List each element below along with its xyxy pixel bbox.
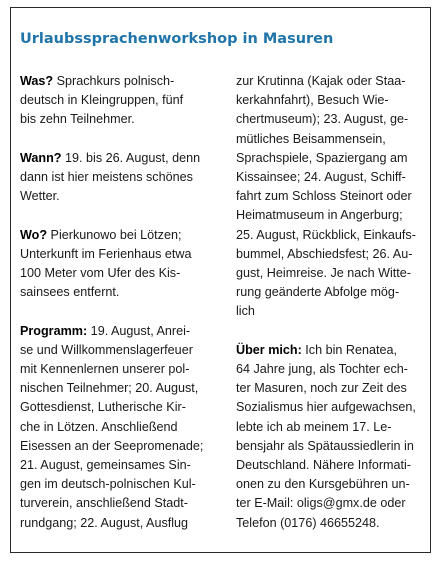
text-line: dann ist hier meistens schönes bbox=[20, 170, 193, 184]
text-line: Über mich: Ich bin Renatea, bbox=[236, 342, 397, 357]
section-ueber-mich bbox=[236, 341, 426, 533]
text-line: mit Kennenlernen unserer pol- bbox=[20, 362, 190, 376]
text-line: Programm: 19. August, Anrei- bbox=[20, 323, 191, 338]
right-column bbox=[236, 72, 426, 533]
text-line: zur Krutinna (Kajak oder Staa- bbox=[236, 74, 406, 88]
left-column bbox=[20, 72, 218, 533]
text-line: ter Masuren, noch zur Zeit des bbox=[236, 381, 407, 396]
text-line: gen im deutsch-polnischen Kul- bbox=[20, 477, 196, 492]
text-line: deutsch in Kleingruppen, fünf bbox=[20, 93, 184, 108]
paragraph-gap bbox=[20, 206, 218, 225]
text-line: Sprachspiele, Spaziergang am bbox=[236, 150, 408, 165]
text-line: 64 Jahre jung, als Tochter ech- bbox=[236, 362, 408, 377]
text-line: Unterkunft im Ferienhaus etwa bbox=[20, 246, 192, 261]
text-line: Sozialismus hier aufgewachsen, bbox=[236, 400, 416, 415]
text-line: Wann? 19. bis 26. August, denn bbox=[20, 150, 201, 165]
section-programm-continued bbox=[236, 72, 426, 322]
section-wo bbox=[20, 226, 218, 303]
section-was bbox=[20, 72, 218, 130]
text-line: sainsees entfernt. bbox=[20, 285, 120, 300]
text-line: 100 Meter vom Ufer des Kis- bbox=[20, 266, 181, 280]
section-label-wann: Wann? bbox=[20, 150, 62, 165]
text-line: rung geänderte Abfolge mög- bbox=[236, 285, 400, 300]
text-line: lich bbox=[236, 304, 255, 319]
section-label-programm: Programm: bbox=[20, 323, 88, 338]
text-line: Deutschland. Nähere Informati- bbox=[236, 458, 411, 473]
text-line: mütliches Beisammensein, bbox=[236, 131, 386, 146]
text-line: Kissainsee; 24. August, Schiff- bbox=[236, 170, 406, 185]
section-wann bbox=[20, 149, 218, 207]
text-line: onen zu den Kursgebühren un- bbox=[236, 477, 410, 492]
text-line: lebte ich ab meinem 17. Le- bbox=[236, 419, 392, 434]
text-line: Wetter. bbox=[20, 189, 60, 204]
paragraph-gap bbox=[20, 130, 218, 149]
section-programm bbox=[20, 322, 218, 533]
text-line: Wo? Pierkunowo bei Lötzen; bbox=[20, 227, 182, 242]
text-line: che in Lötzen. Anschließend bbox=[20, 419, 178, 434]
text-line: Telefon (0176) 46655248. bbox=[236, 515, 380, 530]
text-line: turverein, anschließend Stadt- bbox=[20, 496, 189, 511]
text-line: 21. August, gemeinsames Sin- bbox=[20, 458, 191, 473]
text-line: bummel, Abschiedsfest; 26. Au- bbox=[236, 246, 413, 261]
section-label-ueber-mich: Über mich: bbox=[236, 342, 302, 357]
text-line: kerkahnfahrt), Besuch Wie- bbox=[236, 93, 389, 108]
text-line: chertmuseum); 23. August, ge- bbox=[236, 112, 409, 127]
article-title: Urlaubssprachenworkshop in Masuren bbox=[20, 31, 334, 47]
paragraph-gap bbox=[236, 322, 426, 341]
section-label-was: Was? bbox=[20, 74, 54, 88]
text-line: nischen Teilnehmer; 20. August, bbox=[20, 381, 199, 396]
text-line: gust, Heimreise. Je nach Witte- bbox=[236, 266, 411, 281]
text-line: Heimatmuseum in Angerburg; bbox=[236, 208, 403, 223]
text-line: Was? Sprachkurs polnisch- bbox=[20, 74, 175, 88]
text-line: 25. August, Rückblick, Einkaufs- bbox=[236, 227, 416, 242]
text-line: fahrt zum Schloss Steinort oder bbox=[236, 189, 412, 204]
text-line: bensjahr als Spätaussiedlerin in bbox=[236, 438, 414, 453]
text-line: se und Willkommenslagerfeuer bbox=[20, 342, 193, 357]
text-line: Gottesdienst, Lutherische Kir- bbox=[20, 400, 186, 415]
text-line: ter E-Mail: oligs@gmx.de oder bbox=[236, 496, 406, 511]
section-label-wo: Wo? bbox=[20, 227, 48, 242]
text-line: rundgang; 22. August, Ausflug bbox=[20, 515, 189, 530]
text-line: Eisessen an der Seepromenade; bbox=[20, 438, 204, 453]
text-line: bis zehn Teilnehmer. bbox=[20, 112, 135, 127]
paragraph-gap bbox=[20, 302, 218, 321]
